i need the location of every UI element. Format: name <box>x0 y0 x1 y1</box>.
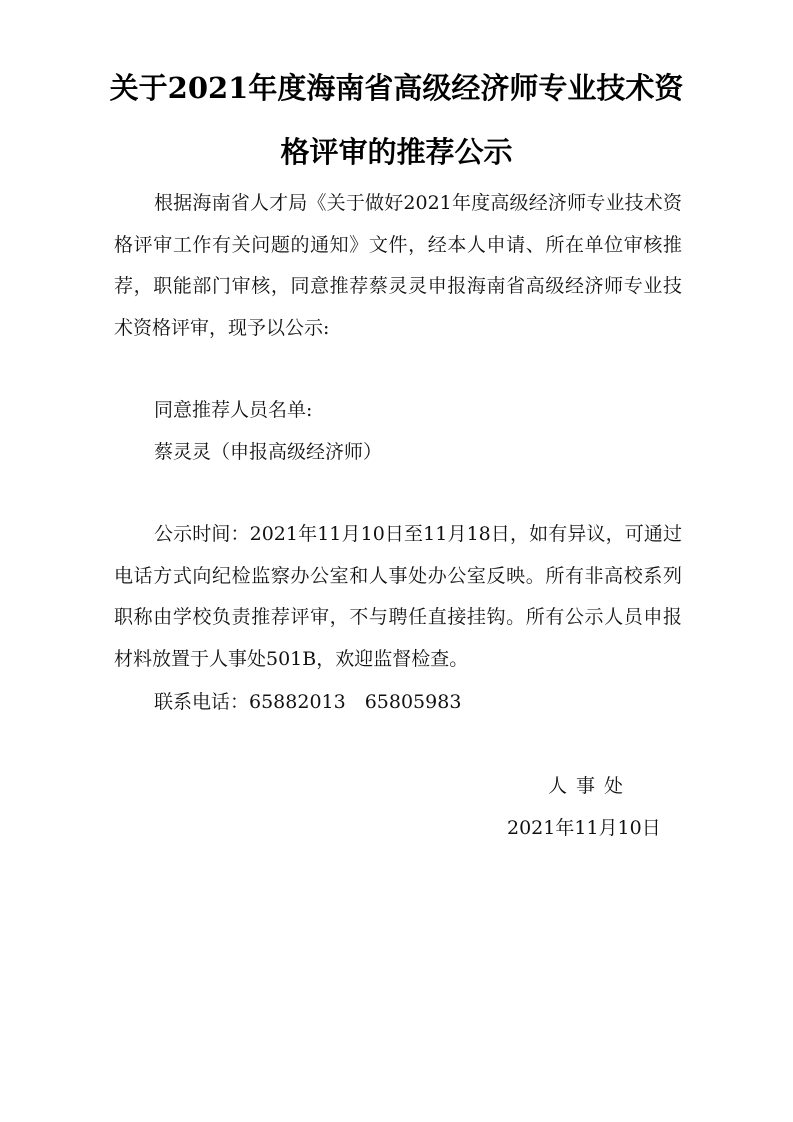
signature-date: 2021年11月10日 <box>507 817 661 839</box>
recommended-list-item: 蔡灵灵（申报高级经济师） <box>154 441 383 463</box>
signature-department: 人事处 <box>548 775 633 797</box>
intro-paragraph: 根据海南省人才局《关于做好2021年度高级经济师专业技术资格评审工作有关问题的通知》文件，经本人申请、所在单位审核推荐，职能部门审核，同意推荐蔡灵灵申报海南省高级经济师专业技术资格评审，现予以公示: <box>114 192 682 339</box>
recommended-list-heading: 同意推荐人员名单: <box>154 399 313 421</box>
document-title-line-1: 关于2021年度海南省高级经济师专业技术资 <box>109 71 684 105</box>
document-title-line-2: 格评审的推荐公示 <box>280 135 513 169</box>
notice-paragraph: 公示时间：2021年11月10日至11月18日，如有异议，可通过电话方式向纪检监察办公室和人事处办公室反映。所有非高校系列职称由学校负责推荐评审，不与聘任直接挂钩。所有公示人员申报材料放置于人事处501B，欢迎监督检查。 <box>114 523 682 670</box>
contact-phone-line: 联系电话：65882013 65805983 <box>154 691 462 713</box>
